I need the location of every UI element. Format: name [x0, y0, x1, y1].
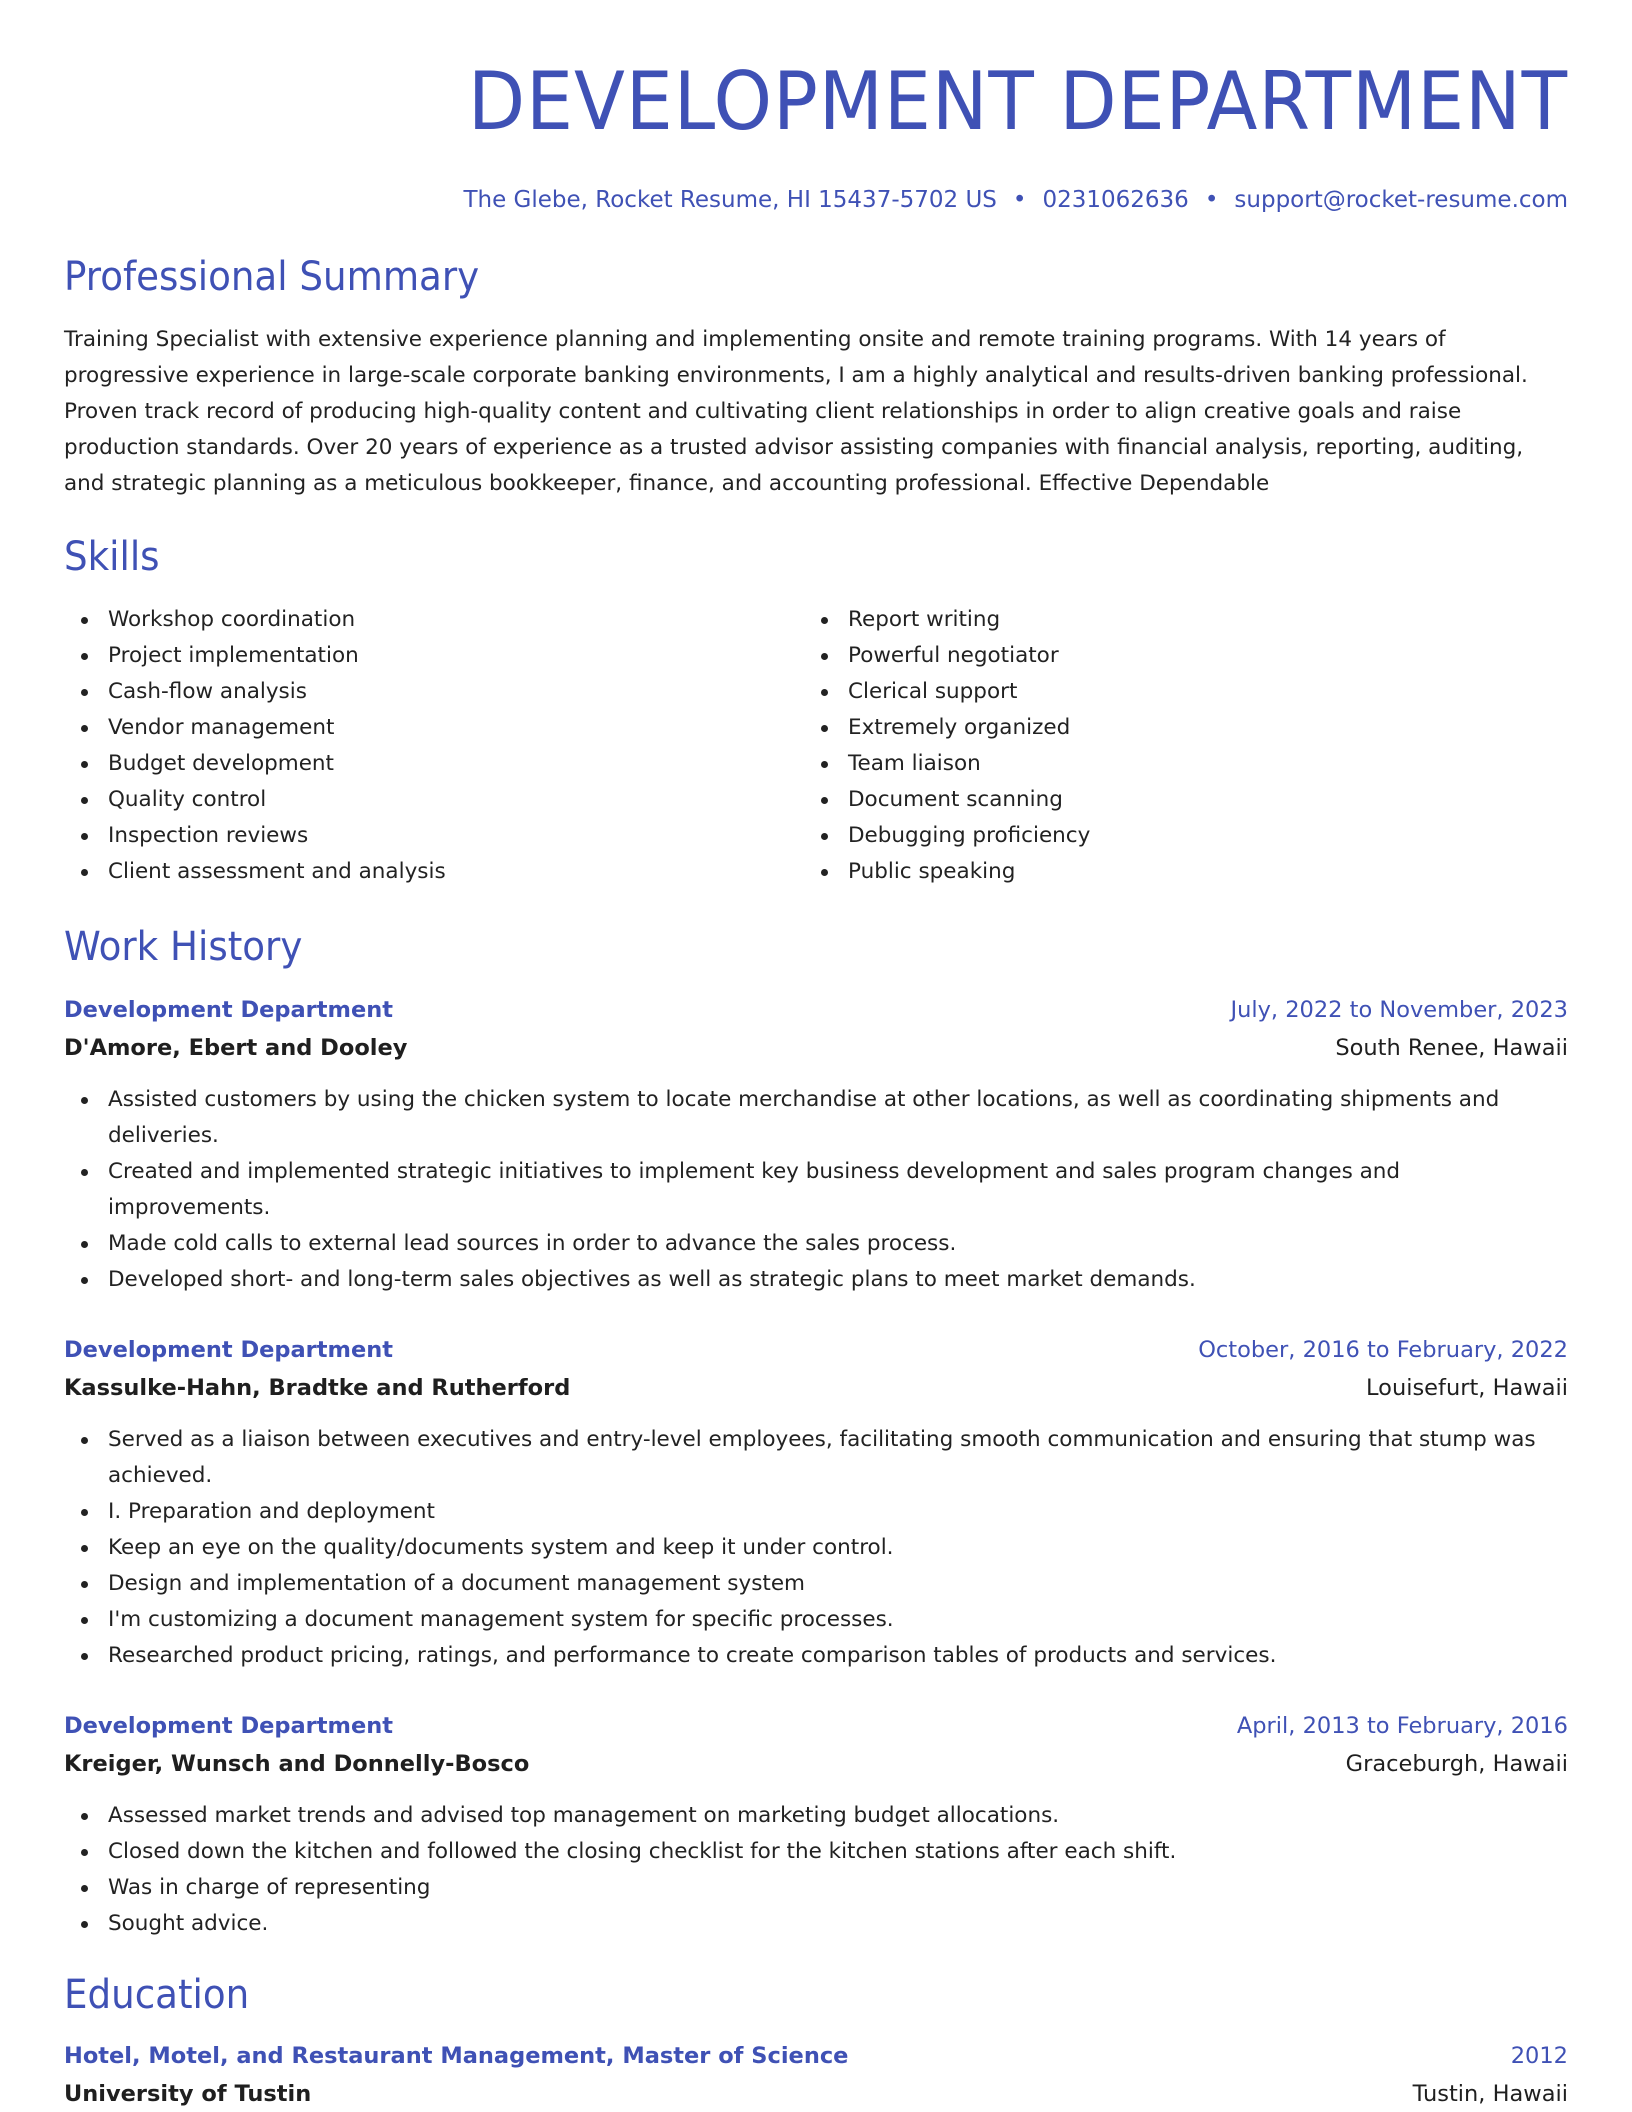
job-entry [64, 1330, 1568, 1674]
skill-item: Workshop coordination [64, 602, 804, 638]
job-dates: April, 2013 to February, 2016 [1236, 1713, 1568, 1739]
job-company: Kassulke-Hahn, Bradtke and Rutherford [64, 1375, 571, 1401]
contact-separator: • [1012, 187, 1027, 213]
section-title-work-history: Work History [64, 924, 303, 970]
section-title-summary: Professional Summary [64, 254, 480, 300]
candidate-name: DEVELOPMENT DEPARTMENT [467, 55, 1568, 148]
job-company-row [64, 1746, 1568, 1782]
job-bullet: I'm customizing a document management system for specific processes. [64, 1602, 1568, 1638]
work-history-section [64, 922, 1568, 1942]
job-company: Kreiger, Wunsch and Donnelly-Bosco [64, 1751, 530, 1777]
education-header-row [64, 2036, 1568, 2076]
skill-item: Clerical support [804, 674, 1544, 710]
contact-phone: 0231062636 [1042, 187, 1189, 213]
contact-address: The Glebe, Rocket Resume, HI 15437-5702 US [463, 187, 997, 213]
job-company-row [64, 1030, 1568, 1066]
contact-line [64, 186, 1568, 214]
skill-item: Report writing [804, 602, 1544, 638]
job-bullet: Researched product pricing, ratings, and performance to create comparison tables of products and services. [64, 1638, 1568, 1674]
job-bullets [64, 1082, 1568, 1298]
skill-item: Budget development [64, 746, 804, 782]
skill-item: Powerful negotiator [804, 638, 1544, 674]
skill-item: Project implementation [64, 638, 804, 674]
job-bullet: I. Preparation and deployment [64, 1494, 1568, 1530]
skill-item: Team liaison [804, 746, 1544, 782]
job-company-row [64, 1370, 1568, 1406]
section-title-skills: Skills [64, 534, 160, 580]
skill-item: Debugging proficiency [804, 818, 1544, 854]
skill-item: Public speaking [804, 854, 1544, 890]
job-bullet: Served as a liaison between executives and entry-level employees, facilitating smooth communication and ensuring that stump was achieved. [64, 1422, 1568, 1494]
job-company: D'Amore, Ebert and Dooley [64, 1035, 408, 1061]
job-bullet: Keep an eye on the quality/documents system and keep it under control. [64, 1530, 1568, 1566]
skill-item: Vendor management [64, 710, 804, 746]
contact-email: support@rocket-resume.com [1234, 187, 1568, 213]
job-bullet: Made cold calls to external lead sources in order to advance the sales process. [64, 1226, 1568, 1262]
education-entry [64, 2036, 1568, 2112]
summary-text: Training Specialist with extensive experience planning and implementing onsite and remote training programs. With 14 years of progressive experience in large-scale corporate banking environments, I am a highly analytical and results-driven banking professional. Proven track record of producing high-quality content and cultivating client relationships in order to align creative goals and raise production standards. Over 20 years of experience as a trusted advisor assisting companies with financial analysis, reporting, auditing, and strategic planning as a meticulous bookkeeper, finance, and accounting professional. Effective Dependable [64, 327, 1528, 496]
summary-section [64, 252, 1568, 502]
skill-item: Cash-flow analysis [64, 674, 804, 710]
job-bullet: Created and implemented strategic initiatives to implement key business development and sales program changes and improvements. [64, 1154, 1568, 1226]
skill-item: Inspection reviews [64, 818, 804, 854]
job-location: Graceburgh, Hawaii [1345, 1751, 1568, 1777]
skills-section [64, 532, 1568, 890]
job-role: Development Department [64, 997, 394, 1023]
education-year: 2012 [1510, 2043, 1568, 2069]
resume-header [64, 0, 1568, 214]
skills-left-column [64, 602, 804, 890]
job-entry [64, 990, 1568, 1298]
job-dates: July, 2022 to November, 2023 [1230, 997, 1568, 1023]
education-section [64, 1970, 1568, 2112]
skill-item: Document scanning [804, 782, 1544, 818]
skill-item: Quality control [64, 782, 804, 818]
education-location: Tustin, Hawaii [1412, 2081, 1568, 2107]
job-bullet: Assessed market trends and advised top management on marketing budget allocations. [64, 1798, 1568, 1834]
job-location: South Renee, Hawaii [1335, 1035, 1568, 1061]
education-degree: Hotel, Motel, and Restaurant Management, Master of Science [64, 2043, 849, 2069]
skills-columns [64, 602, 1568, 890]
job-bullet: Design and implementation of a document management system [64, 1566, 1568, 1602]
skills-right-column [804, 602, 1544, 890]
job-role: Development Department [64, 1337, 394, 1363]
job-entry [64, 1706, 1568, 1942]
job-bullet: Assisted customers by using the chicken system to locate merchandise at other locations, as well as coordinating shipments and deliveries. [64, 1082, 1568, 1154]
job-role: Development Department [64, 1713, 394, 1739]
job-header-row [64, 1706, 1568, 1746]
job-bullet: Closed down the kitchen and followed the closing checklist for the kitchen stations after each shift. [64, 1834, 1568, 1870]
education-school: University of Tustin [64, 2081, 312, 2107]
contact-separator: • [1204, 187, 1219, 213]
skill-item: Client assessment and analysis [64, 854, 804, 890]
section-title-education: Education [64, 1972, 250, 2018]
job-dates: October, 2016 to February, 2022 [1198, 1337, 1568, 1363]
job-bullet: Was in charge of representing [64, 1870, 1568, 1906]
job-bullets [64, 1798, 1568, 1942]
job-bullets [64, 1422, 1568, 1674]
skill-item: Extremely organized [804, 710, 1544, 746]
job-location: Louisefurt, Hawaii [1366, 1375, 1568, 1401]
education-school-row [64, 2076, 1568, 2112]
job-header-row [64, 1330, 1568, 1370]
job-bullet: Sought advice. [64, 1906, 1568, 1942]
job-header-row [64, 990, 1568, 1030]
job-bullet: Developed short- and long-term sales objectives as well as strategic plans to meet market demands. [64, 1262, 1568, 1298]
